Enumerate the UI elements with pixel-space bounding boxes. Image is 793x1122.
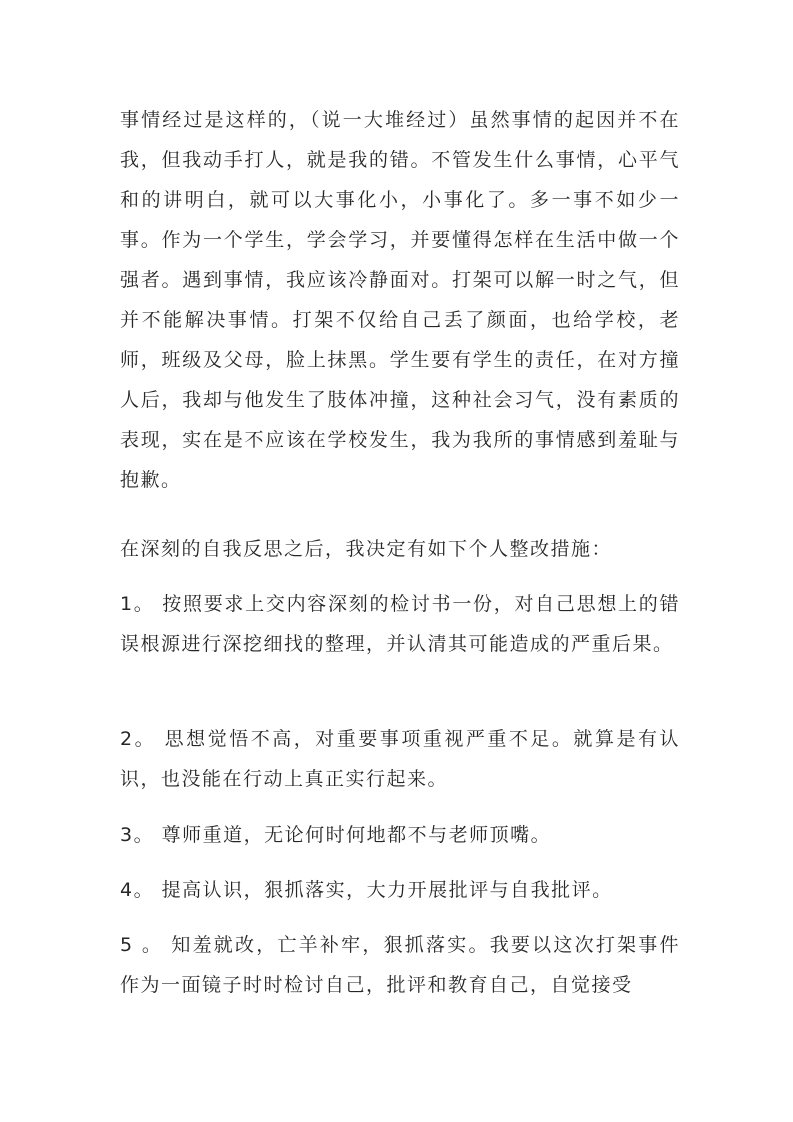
list-item-measure-4: 4。 提高认识，狠抓落实，大力开展批评与自我批评。 xyxy=(120,879,613,901)
paragraph-reflection-intro: 在深刻的自我反思之后，我决定有如下个人整改措施： xyxy=(120,538,613,560)
list-item-measure-3: 3。 尊师重道，无论何时何地都不与老师顶嘴。 xyxy=(120,824,552,846)
list-item-measure-1: 1。 按照要求上交内容深刻的检讨书一份，对自己思想上的错误根源进行深挖细找的整理，并认清其可能造成的严重后果。 xyxy=(120,593,680,655)
list-item-measure-2: 2。 思想觉悟不高，对重要事项重视严重不足。就算是有认识，也没能在行动上真正实行起来。 xyxy=(120,728,680,790)
paragraph-incident-account: 事情经过是这样的，（说一大堆经过）虽然事情的起因并不在我，但我动手打人，就是我的错。不管发生什么事情，心平气和的讲明白，就可以大事化小，小事化了。多一事不如少一事。作为一个学生，学会学习，并要懂得怎样在生活中做一个强者。遇到事情，我应该冷静面对。打架可以解一时之气，但并不能解决事情。打架不仅给自己丢了颜面，也给学校，老师，班级及父母，脸上抹黑。学生要有学生的责任，在对方撞人后，我却与他发生了肢体冲撞，这种社会习气，没有素质的表现，实在是不应该在学校发生，我为我所的事情感到羞耻与抱歉。 xyxy=(120,109,680,491)
list-item-measure-5: 5 。 知羞就改，亡羊补牢，狠抓落实。我要以这次打架事件作为一面镜子时时检讨自己，批评和教育自己，自觉接受 xyxy=(120,934,680,996)
